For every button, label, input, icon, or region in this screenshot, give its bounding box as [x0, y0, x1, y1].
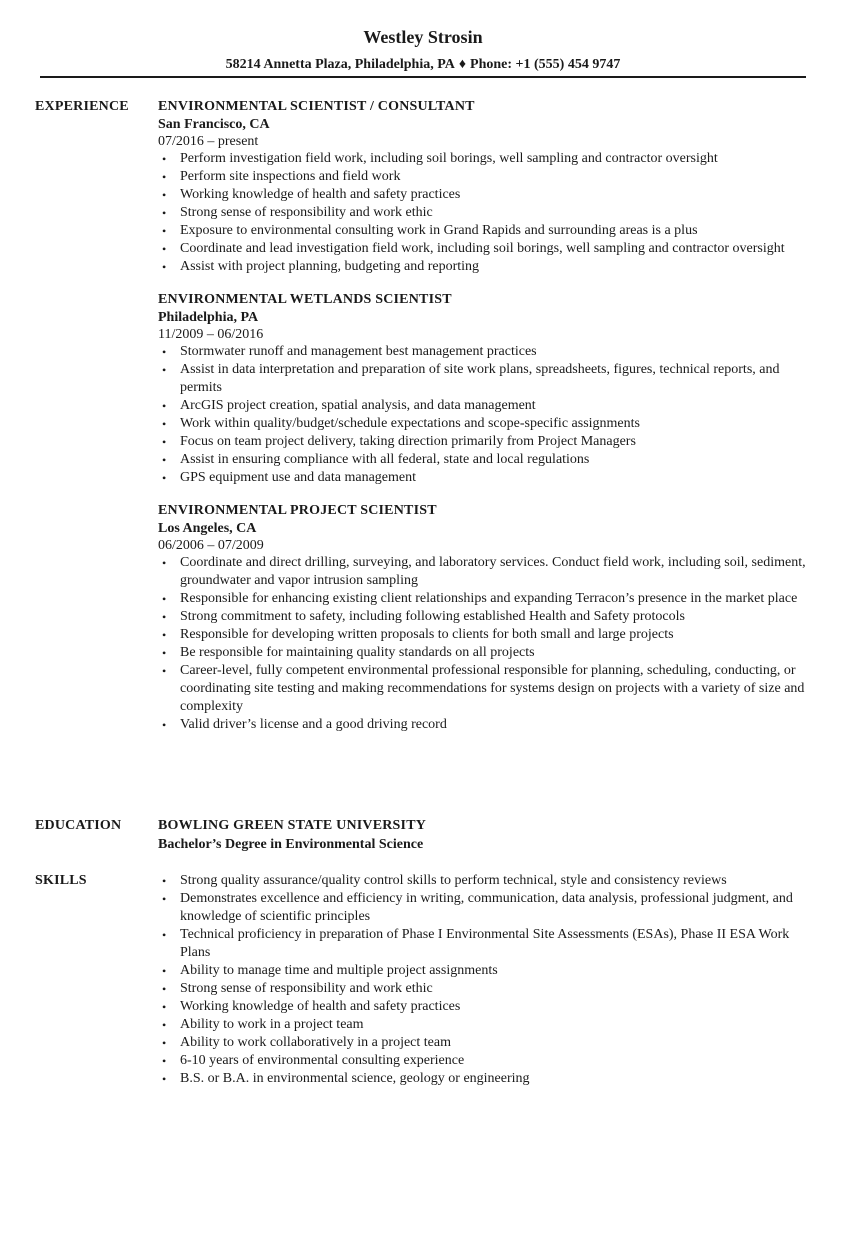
experience-list — [158, 98, 810, 749]
job-entry — [158, 502, 810, 734]
job-entry — [158, 98, 810, 276]
section-label-skills: SKILLS — [35, 873, 87, 888]
bullet-text: 6-10 years of environmental consulting experience — [180, 1053, 465, 1068]
bullet-icon: • — [162, 874, 167, 888]
bullet-item — [158, 343, 810, 361]
bullet-text: B.S. or B.A. in environmental science, geology or engineering — [180, 1071, 530, 1086]
bullet-text: Demonstrates excellence and efficiency in writing, communication, data analysis, professional judgment, and knowledge of scientific principles — [180, 891, 793, 924]
bullet-icon: • — [162, 1000, 167, 1014]
job-title: ENVIRONMENTAL WETLANDS SCIENTIST — [158, 292, 452, 307]
address: 58214 Annetta Plaza, Philadelphia, PA — [225, 57, 455, 72]
bullet-text: Strong sense of responsibility and work ethic — [180, 205, 433, 220]
bullet-item — [158, 980, 810, 998]
bullet-item — [158, 186, 810, 204]
bullet-icon: • — [162, 1018, 167, 1032]
skills-list — [158, 872, 810, 1088]
bullet-text: Strong sense of responsibility and work ethic — [180, 981, 433, 996]
bullet-icon: • — [162, 471, 167, 485]
bullet-item — [158, 1034, 810, 1052]
bullet-item — [158, 415, 810, 433]
bullet-text: Be responsible for maintaining quality standards on all projects — [180, 645, 535, 660]
bullet-text: ArcGIS project creation, spatial analysis, and data management — [180, 398, 536, 413]
resume-header — [40, 26, 806, 73]
bullet-text: Work within quality/budget/schedule expectations and scope-specific assignments — [180, 416, 640, 431]
bullet-text: Exposure to environmental consulting work in Grand Rapids and surrounding areas is a plus — [180, 223, 698, 238]
job-entry — [158, 291, 810, 487]
bullet-text: Assist in ensuring compliance with all federal, state and local regulations — [180, 452, 590, 467]
bullet-icon: • — [162, 435, 167, 449]
bullet-item — [158, 433, 810, 451]
bullet-icon: • — [162, 453, 167, 467]
bullet-item — [158, 1052, 810, 1070]
bullet-item — [158, 1070, 810, 1088]
bullet-item — [158, 716, 810, 734]
bullet-text: Career-level, fully competent environmental professional responsible for planning, scheduling, conducting, or coordinating site testing and making recommendations for systems design on projects with a variety of size and complexity — [180, 663, 805, 714]
bullet-item — [158, 554, 810, 590]
bullet-text: Stormwater runoff and management best management practices — [180, 344, 537, 359]
bullet-item — [158, 150, 810, 168]
bullet-item — [158, 240, 810, 258]
bullet-icon: • — [162, 610, 167, 624]
bullet-item — [158, 204, 810, 222]
bullet-text: Assist with project planning, budgeting and reporting — [180, 259, 480, 274]
job-dates: 07/2016 – present — [158, 134, 259, 149]
bullet-item — [158, 469, 810, 487]
phone: Phone: +1 (555) 454 9747 — [470, 57, 621, 72]
bullet-item — [158, 662, 810, 716]
bullet-item — [158, 962, 810, 980]
bullet-icon: • — [162, 964, 167, 978]
bullet-text: Technical proficiency in preparation of Phase I Environmental Site Assessments (ESAs), Phase II ESA Work Plans — [180, 927, 790, 960]
bullet-icon: • — [162, 982, 167, 996]
job-location: Philadelphia, PA — [158, 310, 259, 325]
job-dates: 11/2009 – 06/2016 — [158, 327, 264, 342]
bullet-icon: • — [162, 242, 167, 256]
bullet-icon: • — [162, 417, 167, 431]
bullet-item — [158, 168, 810, 186]
candidate-name: Westley Strosin — [363, 27, 483, 47]
job-location: San Francisco, CA — [158, 117, 270, 132]
job-title: ENVIRONMENTAL PROJECT SCIENTIST — [158, 503, 437, 518]
bullet-icon: • — [162, 1036, 167, 1050]
bullet-item — [158, 608, 810, 626]
bullet-item — [158, 397, 810, 415]
job-bullets — [158, 343, 810, 487]
bullet-item — [158, 222, 810, 240]
bullet-text: Working knowledge of health and safety practices — [180, 187, 461, 202]
bullet-item — [158, 1016, 810, 1034]
bullet-icon: • — [162, 345, 167, 359]
job-dates: 06/2006 – 07/2009 — [158, 538, 264, 553]
bullet-text: Ability to work collaboratively in a project team — [180, 1035, 451, 1050]
bullet-icon: • — [162, 188, 167, 202]
bullet-icon: • — [162, 592, 167, 606]
bullet-item — [158, 590, 810, 608]
skills-body — [158, 872, 810, 1088]
bullet-item — [158, 998, 810, 1016]
bullet-item — [158, 890, 810, 926]
bullet-icon: • — [162, 224, 167, 238]
bullet-text: Ability to manage time and multiple project assignments — [180, 963, 498, 978]
bullet-icon: • — [162, 928, 167, 942]
diamond-separator-icon: ♦ — [458, 57, 467, 72]
bullet-item — [158, 626, 810, 644]
bullet-text: Responsible for developing written proposals to clients for both small and large projects — [180, 627, 674, 642]
bullet-text: Responsible for enhancing existing client relationships and expanding Terracon’s presence in the market place — [180, 591, 798, 606]
bullet-icon: • — [162, 718, 167, 732]
bullet-text: Perform site inspections and field work — [180, 169, 401, 184]
bullet-item — [158, 258, 810, 276]
bullet-item — [158, 451, 810, 469]
section-label-education: EDUCATION — [35, 818, 122, 833]
bullet-icon: • — [162, 1054, 167, 1068]
bullet-text: Perform investigation field work, including soil borings, well sampling and contractor oversight — [180, 151, 718, 166]
bullet-item — [158, 644, 810, 662]
bullet-text: Valid driver’s license and a good driving record — [180, 717, 447, 732]
bullet-item — [158, 361, 810, 397]
bullet-icon: • — [162, 1072, 167, 1086]
degree: Bachelor’s Degree in Environmental Science — [158, 837, 424, 852]
bullet-icon: • — [162, 152, 167, 166]
bullet-icon: • — [162, 646, 167, 660]
bullet-text: Ability to work in a project team — [180, 1017, 364, 1032]
education-entry — [158, 817, 810, 855]
bullet-text: GPS equipment use and data management — [180, 470, 416, 485]
bullet-icon: • — [162, 363, 167, 377]
section-label-experience: EXPERIENCE — [35, 99, 129, 114]
job-location: Los Angeles, CA — [158, 521, 257, 536]
school-name: BOWLING GREEN STATE UNIVERSITY — [158, 818, 427, 833]
bullet-text: Strong commitment to safety, including following established Health and Safety protocols — [180, 609, 685, 624]
bullet-item — [158, 926, 810, 962]
contact-line — [40, 57, 806, 73]
bullet-text: Focus on team project delivery, taking direction primarily from Project Managers — [180, 434, 636, 449]
bullet-text: Assist in data interpretation and preparation of site work plans, spreadsheets, figures, technical reports, and permits — [180, 362, 780, 395]
bullet-text: Working knowledge of health and safety practices — [180, 999, 461, 1014]
bullet-icon: • — [162, 399, 167, 413]
job-bullets — [158, 150, 810, 276]
job-title: ENVIRONMENTAL SCIENTIST / CONSULTANT — [158, 99, 475, 114]
bullet-icon: • — [162, 260, 167, 274]
job-bullets — [158, 554, 810, 734]
bullet-icon: • — [162, 170, 167, 184]
bullet-text: Strong quality assurance/quality control skills to perform technical, style and consistency reviews — [180, 873, 727, 888]
bullet-item — [158, 872, 810, 890]
bullet-icon: • — [162, 628, 167, 642]
header-divider — [40, 76, 806, 78]
bullet-text: Coordinate and lead investigation field work, including soil borings, well sampling and contractor oversight — [180, 241, 785, 256]
bullet-icon: • — [162, 892, 167, 906]
bullet-icon: • — [162, 206, 167, 220]
bullet-icon: • — [162, 664, 167, 678]
bullet-text: Coordinate and direct drilling, surveying, and laboratory services. Conduct field work, including soil, sediment, groundwater and vapor intrusion sampling — [180, 555, 806, 588]
bullet-icon: • — [162, 556, 167, 570]
